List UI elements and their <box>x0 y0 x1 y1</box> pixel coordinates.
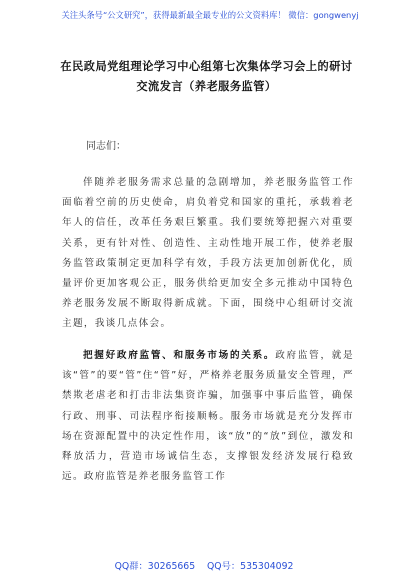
section-heading: 把握好政府监管、和服务市场的关系。 <box>83 350 276 361</box>
title-line-1: 在民政局党组理论学习中心组第七次集体学习会上的研讨 <box>60 60 353 73</box>
paragraph-intro: 伴随养老服务需求总量的急剧增加，养老服务监管工作面临着空前的历史使命，肩负着党和国家的重托，承载着老年人的信任，改革任务艰巨繁重。我们要统筹把握六对重要关系，更有针对性、创造性、主动性地开展工作，使养老服务监管政策制定更加科学有效，手段方法更加创新优化，质量评价更加客观公正，服务供给更加安全多元推动中国特色养老服务发展不断取得新成就。下面，围绕中心组研讨交流主题，我谈几点体会。 <box>62 177 354 330</box>
paragraph-section-1 <box>62 346 354 487</box>
greeting: 同志们： <box>86 141 126 152</box>
document-title <box>54 57 359 97</box>
section-body: 政府监管，就是该“管”的要“管”住“管”好，严格养老服务质量安全管理，严禁欺老虐老和打击非法集资诈骗，加强事中事后监管，确保行政、刑事、司法程序衔接顺畅。服务市场就是充分发挥市场在资源配置中的决定性作用，该“放”的“放”到位，激发和释放活力，营造市场诚信生态，支撑银发经济发展行稳致远。政府监管是养老服务监管工作 <box>62 350 355 483</box>
promo-banner: 关注头条号“公文研究”，获得最新最全最专业的公文资料库！ 微信：gongwenyj <box>61 10 359 20</box>
footer-contact: QQ群：30265665 QQ号：535304092 <box>114 561 294 572</box>
title-line-2: 交流发言（养老服务监管） <box>136 80 277 93</box>
